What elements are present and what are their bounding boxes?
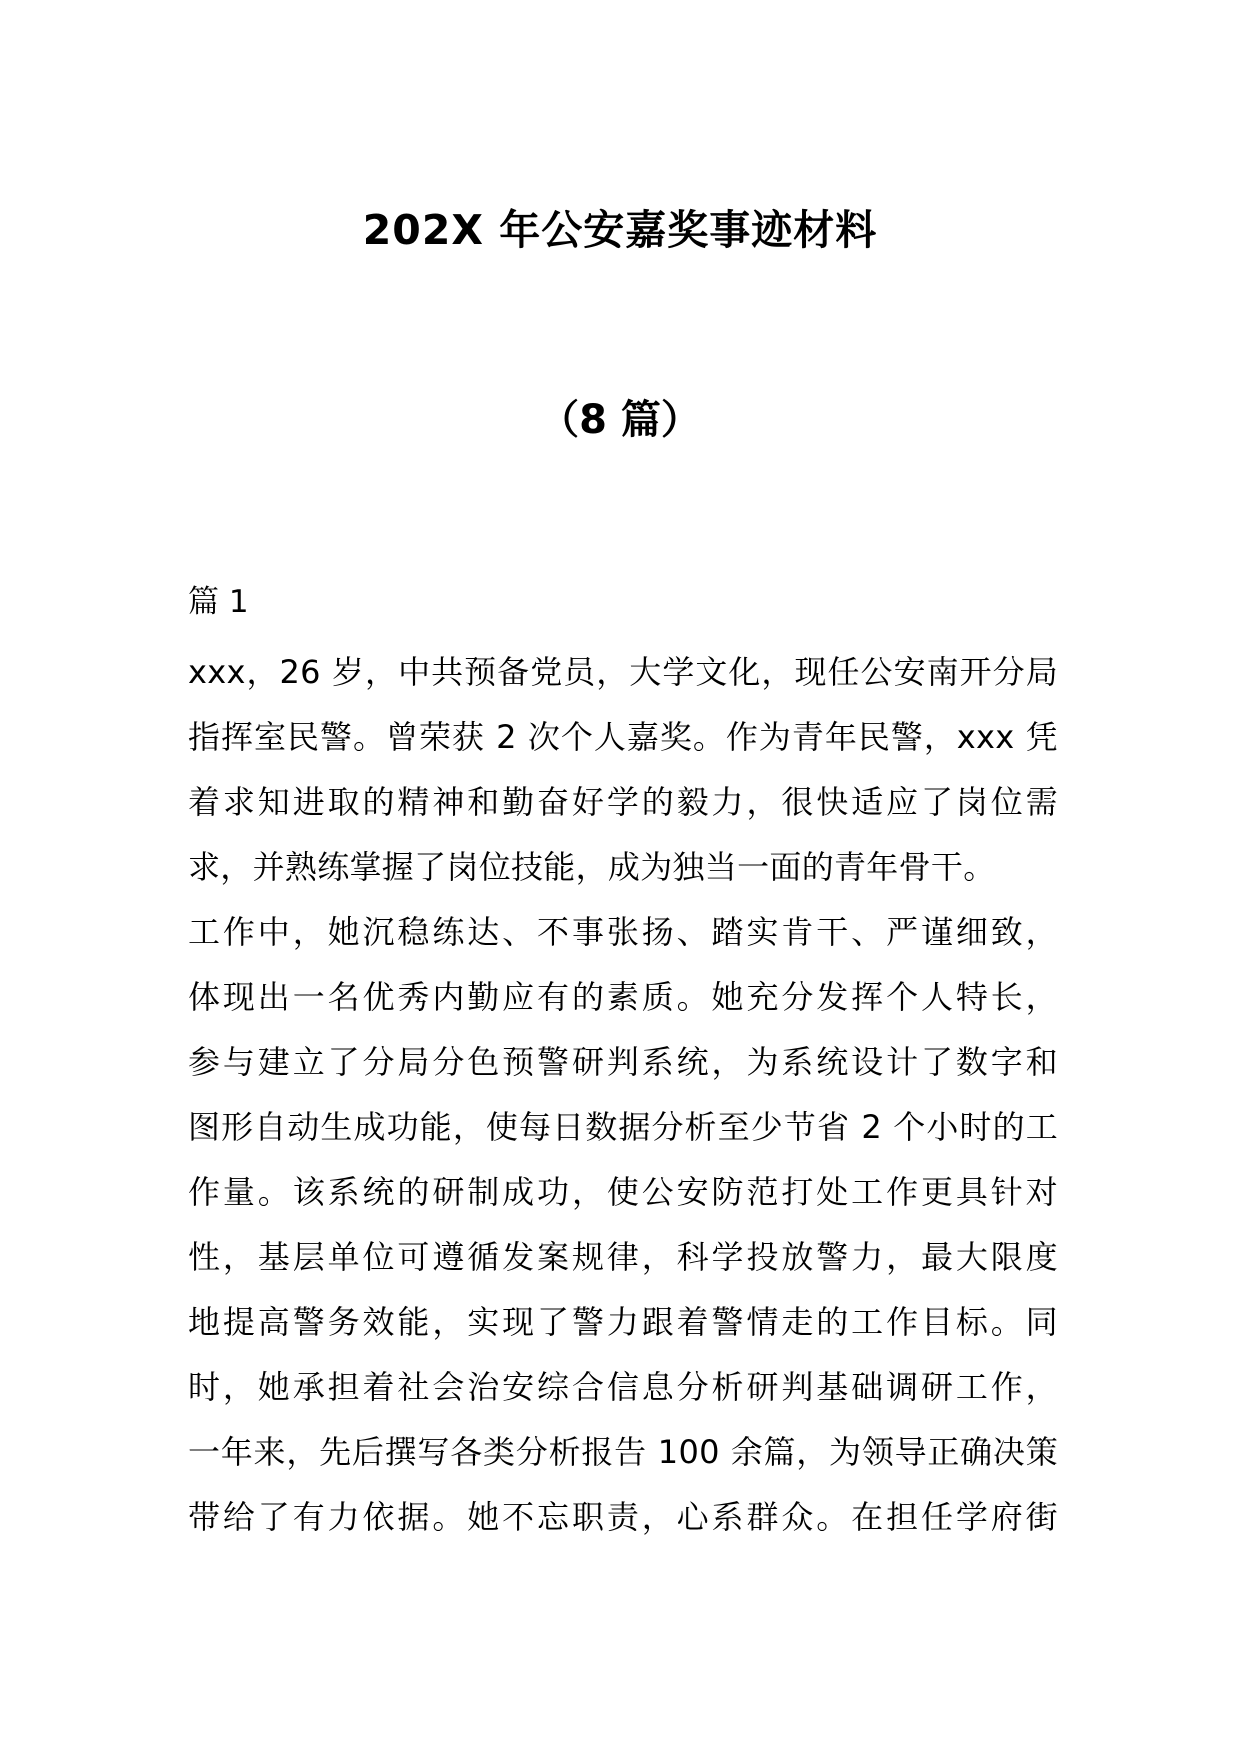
text-line: 作量。该系统的研制成功，使公安防范打处工作更具针对 xyxy=(188,1173,1058,1211)
text-line: 求，并熟练掌握了岗位技能，成为独当一面的青年骨干。 xyxy=(188,848,996,886)
text-line: 着求知进取的精神和勤奋好学的毅力，很快适应了岗位需 xyxy=(188,783,1058,821)
text-line: 时，她承担着社会治安综合信息分析研判基础调研工作， xyxy=(188,1368,1058,1406)
text-line: 带给了有力依据。她不忘职责，心系群众。在担任学府街 xyxy=(188,1498,1058,1536)
text-line: 指挥室民警。曾荣获 2 次个人嘉奖。作为青年民警，xxx 凭 xyxy=(188,718,1058,756)
text-line: 性，基层单位可遵循发案规律，科学投放警力，最大限度 xyxy=(188,1238,1058,1276)
text-line: 地提高警务效能，实现了警力跟着警情走的工作目标。同 xyxy=(188,1303,1058,1341)
text-line: 一年来，先后撰写各类分析报告 100 余篇，为领导正确决策 xyxy=(188,1433,1058,1471)
document-title: 202X 年公安嘉奖事迹材料 xyxy=(362,206,878,254)
text-line: 工作中，她沉稳练达、不事张扬、踏实肯干、严谨细致， xyxy=(188,913,1058,951)
text-line: 体现出一名优秀内勤应有的素质。她充分发挥个人特长， xyxy=(188,978,1058,1016)
document-subtitle: （8 篇） xyxy=(539,397,701,443)
text-line: 参与建立了分局分色预警研判系统，为系统设计了数字和 xyxy=(188,1043,1058,1081)
text-line: xxx，26 岁，中共预备党员，大学文化，现任公安南开分局 xyxy=(188,653,1058,691)
body-paragraph xyxy=(188,640,1058,1550)
section-label: 篇 1 xyxy=(188,584,249,620)
text-line: 图形自动生成功能，使每日数据分析至少节省 2 个小时的工 xyxy=(188,1108,1058,1146)
